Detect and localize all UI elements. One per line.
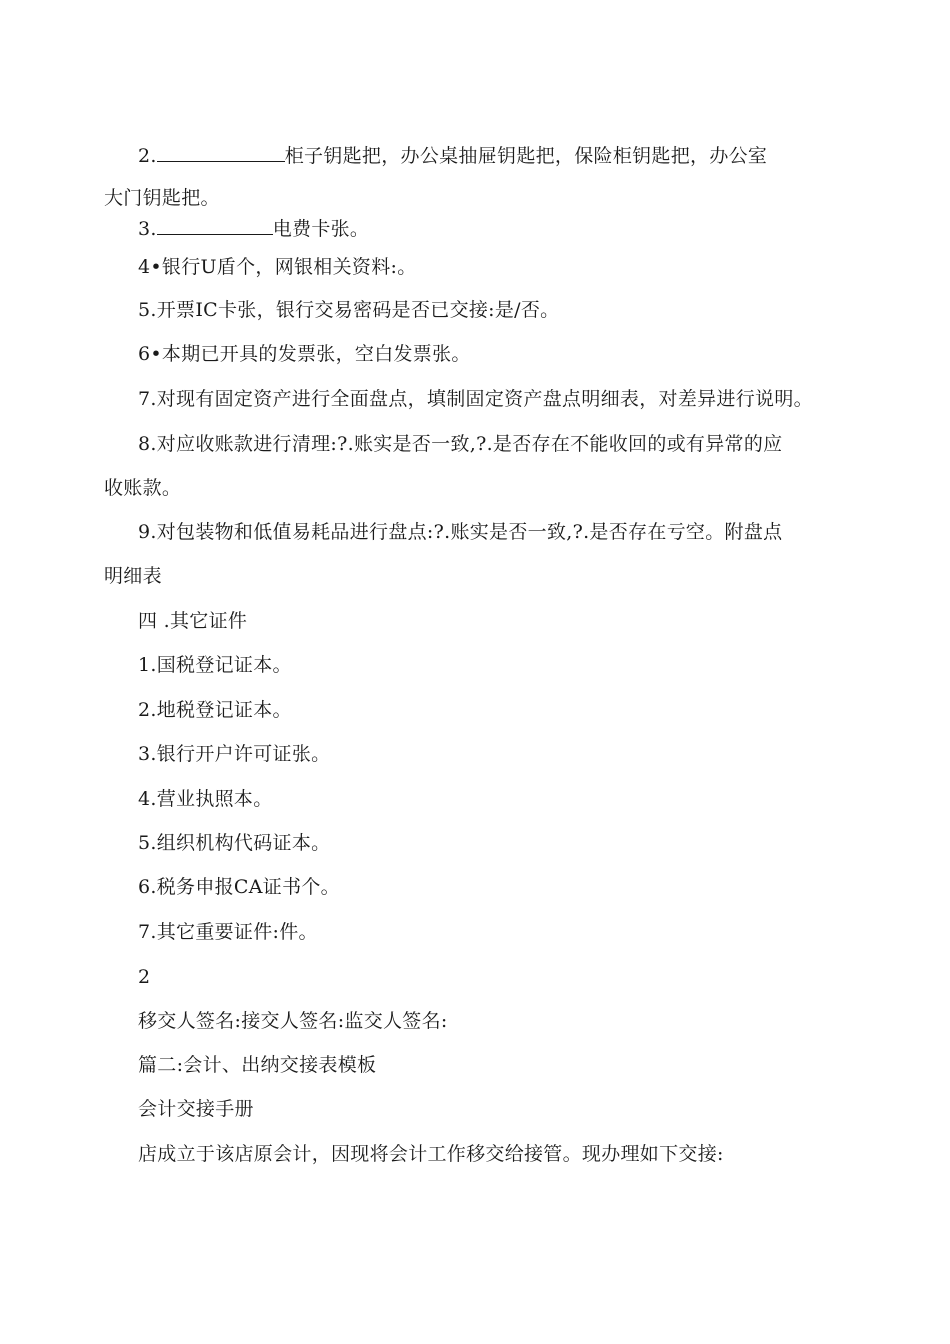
fill-in-blank bbox=[157, 216, 273, 235]
signature-line: 移交人签名:接交人签名:监交人签名: bbox=[138, 1010, 448, 1032]
item-keys-line bbox=[138, 143, 767, 168]
item-keys-continuation: 大门钥匙把。 bbox=[104, 187, 220, 209]
cert-item-bank-permit: 3.银行开户许可证张。 bbox=[138, 743, 331, 765]
section-heading-other-certificates: 四 .其它证件 bbox=[138, 610, 248, 632]
item-receivables-continuation: 收账款。 bbox=[104, 477, 182, 499]
item-fixed-assets: 7.对现有固定资产进行全面盘点，填制固定资产盘点明细表，对差异进行说明。 bbox=[138, 388, 813, 410]
item-packaging: 9.对包装物和低值易耗品进行盘点:?.账实是否一致,?.是否存在亏空。附盘点 bbox=[138, 521, 783, 543]
item-bank-ukey: 4•银行U盾个，网银相关资料:。 bbox=[138, 256, 417, 278]
item-number: 3. bbox=[138, 218, 157, 240]
cert-item-org-code: 5.组织机构代码证本。 bbox=[138, 832, 331, 854]
item-text: 柜子钥匙把，办公桌抽屉钥匙把，保险柜钥匙把，办公室 bbox=[284, 145, 768, 167]
handover-intro-text: 店成立于该店原会计，因现将会计工作移交给接管。现办理如下交接: bbox=[138, 1143, 724, 1165]
page-number: 2 bbox=[138, 966, 151, 988]
cert-item-local-tax: 2.地税登记证本。 bbox=[138, 699, 292, 721]
item-electric-card-line bbox=[138, 216, 369, 241]
article-two-title: 篇二:会计、出纳交接表模板 bbox=[138, 1054, 377, 1076]
fill-in-blank bbox=[157, 143, 285, 162]
cert-item-national-tax: 1.国税登记证本。 bbox=[138, 654, 292, 676]
item-packaging-continuation: 明细表 bbox=[104, 565, 162, 587]
item-invoices: 6•本期已开具的发票张，空白发票张。 bbox=[138, 343, 471, 365]
item-number: 2. bbox=[138, 145, 157, 167]
cert-item-other: 7.其它重要证件:件。 bbox=[138, 921, 318, 943]
item-text: 电费卡张。 bbox=[272, 218, 370, 240]
handover-manual-title: 会计交接手册 bbox=[138, 1098, 254, 1120]
item-receivables: 8.对应收账款进行清理:?.账实是否一致,?.是否存在不能收回的或有异常的应 bbox=[138, 433, 783, 455]
cert-item-business-license: 4.营业执照本。 bbox=[138, 788, 273, 810]
cert-item-tax-ca: 6.税务申报CA证书个。 bbox=[138, 876, 340, 898]
item-invoice-ic-card: 5.开票IC卡张，银行交易密码是否已交接:是/否。 bbox=[138, 299, 560, 321]
